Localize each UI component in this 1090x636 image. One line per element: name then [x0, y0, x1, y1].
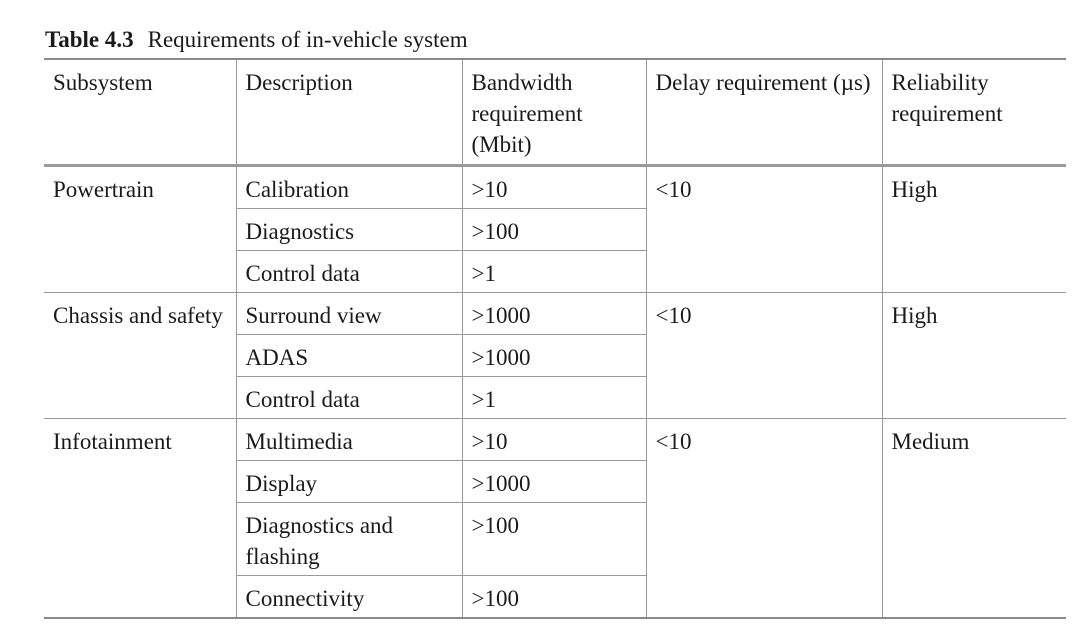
requirements-table: [44, 58, 1066, 619]
bandwidth-cell: >1000: [462, 335, 646, 377]
subsystem-cell: Infotainment: [44, 419, 236, 619]
description-cell: Control data: [236, 251, 462, 293]
delay-cell: <10: [646, 293, 882, 419]
bandwidth-cell: >1000: [462, 293, 646, 335]
description-cell: Connectivity: [236, 576, 462, 619]
description-cell: Surround view: [236, 293, 462, 335]
description-cell: Control data: [236, 377, 462, 419]
table-caption: [45, 25, 468, 55]
table-row: [44, 419, 1066, 461]
bandwidth-cell: >100: [462, 576, 646, 619]
table-title: Requirements of in-vehicle system: [147, 27, 468, 52]
header-reliability: Reliability requirement: [882, 59, 1066, 166]
bandwidth-cell: >1000: [462, 461, 646, 503]
table-row: [44, 166, 1066, 209]
description-cell: Diagnostics and flashing: [236, 503, 462, 576]
table-number: Table 4.3: [45, 27, 134, 52]
description-cell: Display: [236, 461, 462, 503]
description-cell: Calibration: [236, 166, 462, 209]
header-description: Description: [236, 59, 462, 166]
header-delay: Delay requirement (µs): [646, 59, 882, 166]
subsystem-cell: Powertrain: [44, 166, 236, 293]
subsystem-cell: Chassis and safety: [44, 293, 236, 419]
description-cell: Multimedia: [236, 419, 462, 461]
header-bandwidth: Bandwidth requirement (Mbit): [462, 59, 646, 166]
delay-cell: <10: [646, 166, 882, 293]
bandwidth-cell: >10: [462, 166, 646, 209]
bandwidth-cell: >100: [462, 503, 646, 576]
header-row: [44, 59, 1066, 166]
reliability-cell: High: [882, 166, 1066, 293]
header-subsystem: Subsystem: [44, 59, 236, 166]
table-row: [44, 293, 1066, 335]
description-cell: ADAS: [236, 335, 462, 377]
bandwidth-cell: >1: [462, 377, 646, 419]
delay-cell: <10: [646, 419, 882, 619]
bandwidth-cell: >100: [462, 209, 646, 251]
bandwidth-cell: >1: [462, 251, 646, 293]
reliability-cell: High: [882, 293, 1066, 419]
description-cell: Diagnostics: [236, 209, 462, 251]
reliability-cell: Medium: [882, 419, 1066, 619]
bandwidth-cell: >10: [462, 419, 646, 461]
